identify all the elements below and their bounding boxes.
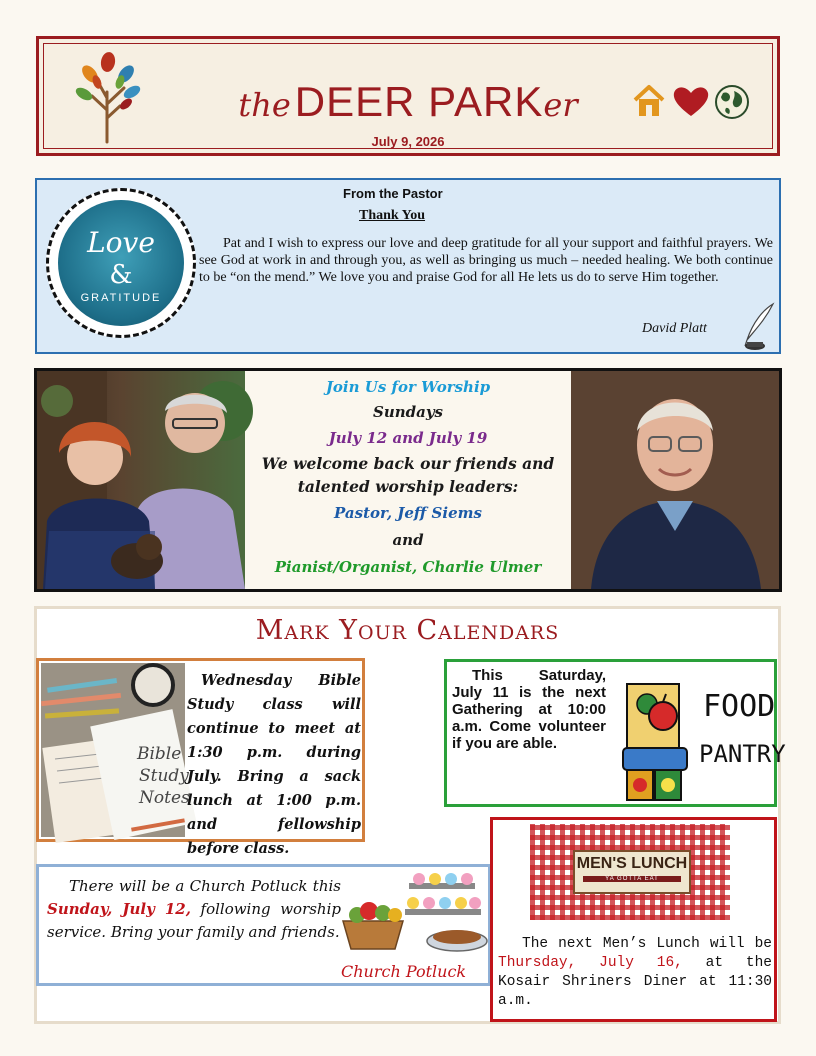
worship-line-sundays: Sundays xyxy=(372,403,443,421)
potluck-card xyxy=(36,864,491,986)
mens-sign-title: MEN'S LUNCH xyxy=(576,855,688,872)
mens-date-highlight: Thursday, July 16, xyxy=(498,955,683,971)
couple-photo xyxy=(37,371,245,589)
worship-line-pastor: Pastor, Jeff Siems xyxy=(334,504,482,522)
mens-lunch-sign xyxy=(573,850,691,894)
heart-icon xyxy=(672,84,710,118)
potluck-text-before: There will be a Church Potluck this xyxy=(69,877,341,895)
mens-text-before: The next Men’s Lunch will be xyxy=(522,936,772,952)
pastor-subheading: Thank You xyxy=(359,208,426,223)
title-main: DEER PARK xyxy=(294,78,544,125)
mens-sign-subtitle: YA GOTTA EAT xyxy=(583,876,681,882)
quill-icon xyxy=(733,302,777,352)
bible-img-text-1: Bible xyxy=(137,744,182,764)
worship-line-pianist: Pianist/Organist, Charlie Ulmer xyxy=(274,558,542,576)
worship-line-welcome: We welcome back our friends and talented worship leaders: xyxy=(261,454,555,496)
worship-line-and: and xyxy=(392,531,424,549)
worship-announcement xyxy=(247,375,569,581)
globe-icon xyxy=(714,84,750,120)
food-pantry-card xyxy=(444,659,786,807)
bible-study-text: Wednesday Bible Study class will continue to meet at 1:30 p.m. during July. Bring a sack lunch at 1:00 p.m. and fellowship before class. xyxy=(187,672,361,857)
house-icon xyxy=(632,84,666,118)
potluck-date-highlight: Sunday, July 12, xyxy=(47,900,191,918)
love-gratitude-disc xyxy=(58,200,184,326)
bible-study-card xyxy=(36,658,365,857)
title-suffix: er xyxy=(543,86,578,124)
bible-img-text-2: Study xyxy=(139,766,189,786)
masthead-inner-border xyxy=(43,43,773,149)
mens-text-after: at the Kosair Shriners Diner at 11:30 a.m. xyxy=(498,955,772,1009)
bible-img-text-3: Notes xyxy=(139,788,190,808)
potluck-text-after: following worship service. Bring your family and friends. xyxy=(47,900,341,941)
worship-line-join: Join Us for Worship xyxy=(325,378,491,396)
potluck-image xyxy=(339,871,489,983)
badge-ampersand: & xyxy=(109,260,133,290)
title-prefix: the xyxy=(238,86,291,124)
pianist-photo xyxy=(571,371,779,589)
pantry-img-text-1: FOOD xyxy=(703,689,776,724)
masthead-banner xyxy=(36,36,780,156)
issue-date: July 9, 2026 xyxy=(371,134,445,149)
pastor-heading: From the Pastor xyxy=(343,186,443,201)
mens-lunch-text xyxy=(498,935,772,1011)
pastor-message-section xyxy=(35,178,781,354)
food-pantry-image xyxy=(623,666,786,802)
calendar-title: Mark Your Calendars xyxy=(255,615,560,646)
bible-study-image xyxy=(41,663,190,837)
mens-lunch-image xyxy=(530,824,730,920)
pianist-photo-illustration xyxy=(571,371,779,589)
worship-line-dates: July 12 and July 19 xyxy=(328,429,488,447)
bible-study-illustration xyxy=(41,663,190,837)
pastor-signature: David Platt xyxy=(642,321,707,336)
mens-lunch-card xyxy=(490,817,777,1022)
potluck-text xyxy=(47,875,341,944)
worship-section xyxy=(34,368,782,592)
pastor-body-text: Pat and I wish to express our love and deep gratitude for all your support and faithful prayers. We see God at work in and through you, as well as bringing us much – needed healing. We both continue to be “on the mend.” We love you and praise God for all He lets us do to serve Him together. xyxy=(199,236,773,285)
potluck-img-caption: Church Potluck xyxy=(341,962,467,981)
badge-love-text: Love xyxy=(87,226,155,259)
badge-gratitude-text: GRATITUDE xyxy=(80,292,162,304)
pantry-img-text-2: PANTRY xyxy=(699,740,786,768)
love-gratitude-badge xyxy=(46,188,196,338)
couple-photo-illustration xyxy=(37,371,245,589)
food-pantry-text: This Saturday, July 11 is the next Gathering at 10:00 a.m. Come volunteer if you are able. xyxy=(452,667,606,752)
